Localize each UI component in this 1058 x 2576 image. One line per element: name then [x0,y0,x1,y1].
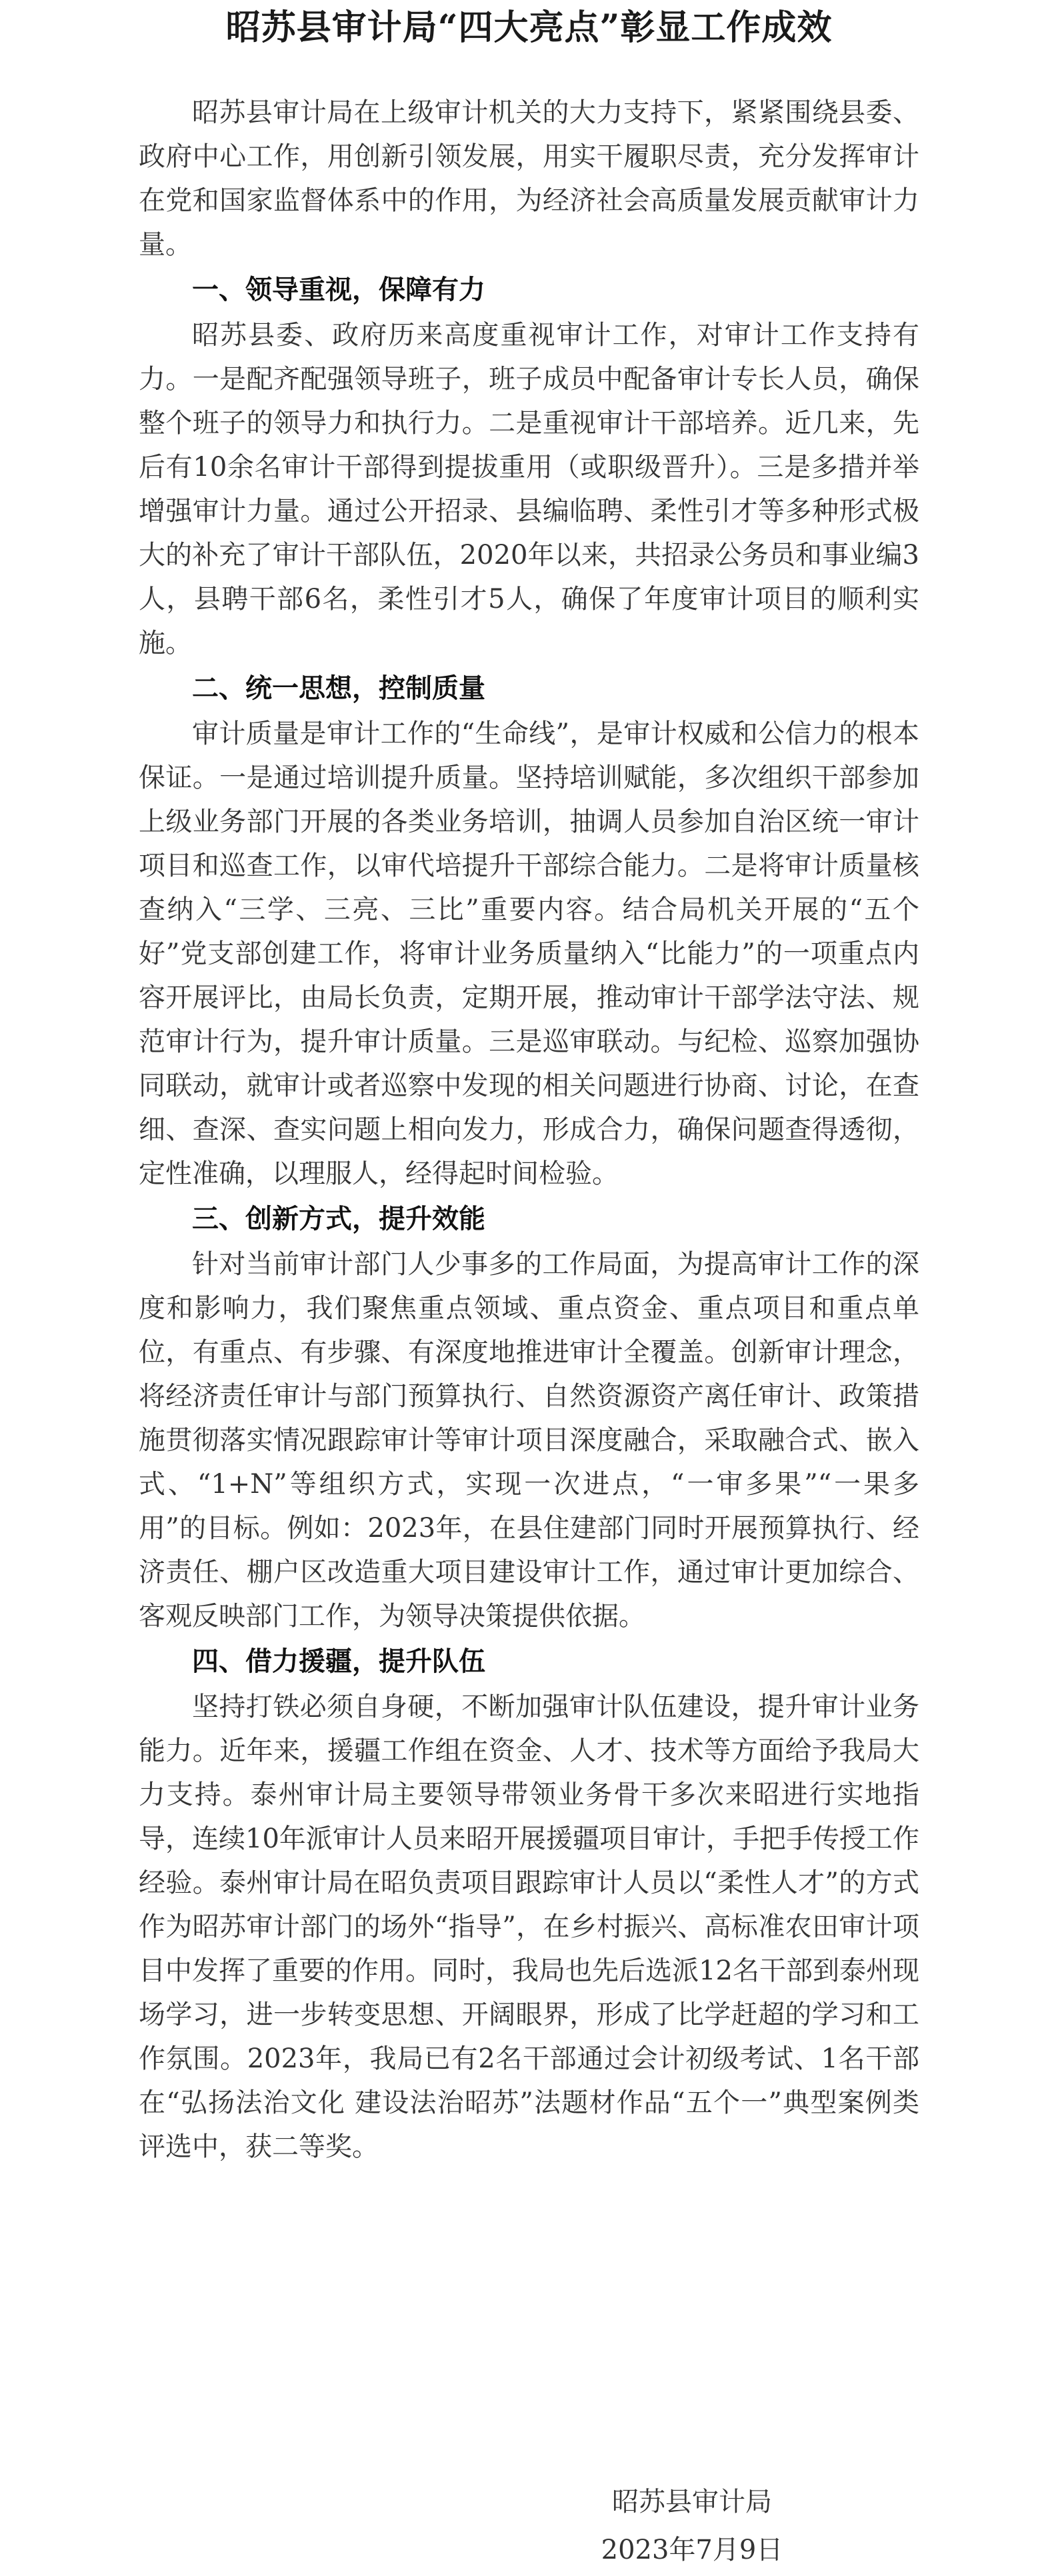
intro-paragraph: 昭苏县审计局在上级审计机关的大力支持下，紧紧围绕县委、政府中心工作，用创新引领发展，用实干履职尽责，充分发挥审计在党和国家监督体系中的作用，为经济社会高质量发展贡献审计力量。 [139,97,919,260]
section-heading: 一、领导重视，保障有力 [192,275,485,305]
section-1 [139,267,919,665]
section-paragraph: 审计质量是审计工作的“生命线”，是审计权威和公信力的根本保证。一是通过培训提升质量。坚持培训赋能，多次组织干部参加上级业务部门开展的各类业务培训，抽调人员参加自治区统一审计项目和巡查工作，以审代培提升干部综合能力。二是将审计质量核查纳入“三学、三亮、三比”重要内容。结合局机关开展的“五个好”党支部创建工作，将审计业务质量纳入“比能力”的一项重点内容开展评比，由局长负责，定期开展，推动审计干部学法守法、规范审计行为，提升审计质量。三是巡审联动。与纪检、巡察加强协同联动，就审计或者巡察中发现的相关问题进行协商、讨论，在查细、查深、查实问题上相向发力，形成合力，确保问题查得透彻，定性准确，以理服人，经得起时间检验。 [139,718,919,1189]
article-title: 昭苏县审计局“四大亮点”彰显工作成效 [225,7,833,48]
section-paragraph: 针对当前审计部门人少事多的工作局面，为提高审计工作的深度和影响力，我们聚焦重点领域、重点资金、重点项目和重点单位，有重点、有步骤、有深度地推进审计全覆盖。创新审计理念，将经济责任审计与部门预算执行、自然资源资产离任审计、政策措施贯彻落实情况跟踪审计等审计项目深度融合，采取融合式、嵌入式、“1+N”等组织方式，实现一次进点，“一审多果”“一果多用”的目标。例如：2023年，在县住建部门同时开展预算执行、经济责任、棚户区改造重大项目建设审计工作，通过审计更加综合、客观反映部门工作，为领导决策提供依据。 [139,1249,919,1632]
section-heading: 二、统一思想，控制质量 [192,673,485,704]
section-2 [139,665,919,1196]
signature-org: 昭苏县审计局 [612,2487,772,2517]
signature-block [592,2478,792,2574]
section-3 [139,1196,919,1638]
signature-date: 2023年7月9日 [601,2535,783,2565]
section-heading: 四、借力援疆，提升队伍 [192,1646,485,1677]
section-paragraph: 昭苏县委、政府历来高度重视审计工作，对审计工作支持有力。一是配齐配强领导班子，班子成员中配备审计专长人员，确保整个班子的领导力和执行力。二是重视审计干部培养。近几来，先后有10余名审计干部得到提拔重用（或职级晋升）。三是多措并举增强审计力量。通过公开招录、县编临聘、柔性引才等多种形式极大的补充了审计干部队伍，2020年以来，共招录公务员和事业编3人，县聘干部6名，柔性引才5人，确保了年度审计项目的顺利实施。 [139,320,919,658]
section-4 [139,1638,919,2169]
section-paragraph: 坚持打铁必须自身硬，不断加强审计队伍建设，提升审计业务能力。近年来，援疆工作组在资金、人才、技术等方面给予我局大力支持。泰州审计局主要领导带领业务骨干多次来昭进行实地指导，连续10年派审计人员来昭开展援疆项目审计，手把手传授工作经验。泰州审计局在昭负责项目跟踪审计人员以“柔性人才”的方式作为昭苏审计部门的场外“指导”，在乡村振兴、高标准农田审计项目中发挥了重要的作用。同时，我局也先后选派12名干部到泰州现场学习，进一步转变思想、开阔眼界，形成了比学赶超的学习和工作氛围。2023年，我局已有2名干部通过会计初级考试、1名干部在“弘扬法治文化 建设法治昭苏”法题材作品“五个一”典型案例类评选中，获二等奖。 [139,1692,919,2162]
section-heading: 三、创新方式，提升效能 [192,1204,485,1234]
